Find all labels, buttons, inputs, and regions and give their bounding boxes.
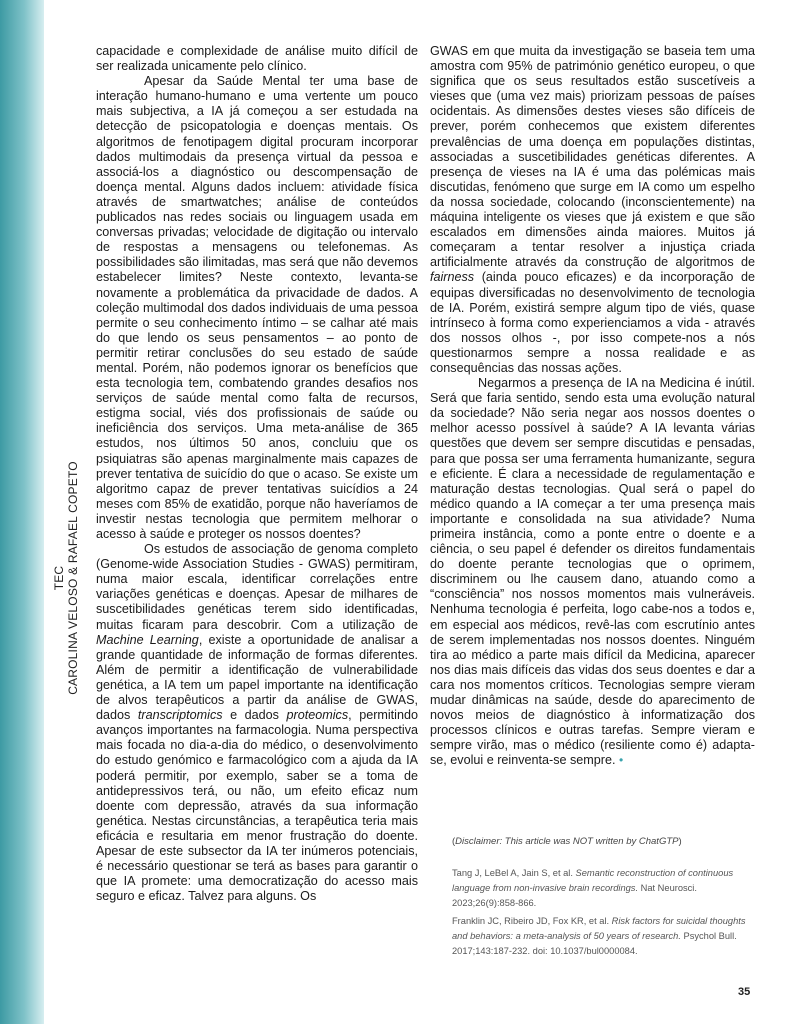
section-label: TEC bbox=[52, 565, 66, 591]
text-run: , permitindo avanços importantes na farmacologia. Numa perspectiva mais focada no dia-a-dia do médico, o desenvolvimento do estudo genómico e farmacológico com a ajuda da IA poderá permitir, por exemplo, saber se a toma de antidepressivos terá, ou não, um efeito eficaz num doente com depressão, através da sua informação genética. Nestas circunstâncias, a terapêutica teria mais eficácia e resultaria em menor frustração do doente. Apesar de este subsector da IA ter inúmeros potenciais, é necessário questionar se terá as bases para garantir o que IA promete: uma democratização do acesso mais seguro e eficaz. Talvez para alguns. Os bbox=[96, 708, 418, 904]
page-number: 35 bbox=[738, 986, 751, 998]
reference-title: Semantic reconstruction of continuous language from non-invasive brain recordings. bbox=[452, 868, 734, 893]
text-run: (ainda pouco eficazes) e da incorporação de equipas diversificadas no desenvolvimento de tecnologia de IA. Porém, existirá sempre algum tipo de viés, quase intrínseco à forma como experienciamos a vida - através dos nossos olhos -, por isso compete-nos a nós questionarmos sempre a nossa realidade e as consequências das nossas ações. bbox=[430, 270, 755, 375]
reference-authors: Tang J, LeBel A, Jain S, et al. bbox=[452, 868, 576, 878]
text-run: GWAS em que muita da investigação se baseia tem uma amostra com 95% de património genético europeu, o que significa que os seus resultados estão suscetíveis a vieses que (uma vez mais) priorizam pessoas de países ocidentais. As dimensões destes vieses são difíceis de prever, porém conhecemos que existem diferentes prevalências de uma doença em populações distintas, associadas a suscetibilidades genéticas diferentes. A presença de vieses na IA é uma das polémicas mais discutidas, fenómeno que surge em IA como um espelho da nossa sociedade, colocando (inconscientemente) na máquina inteligente os vieses que já existem e que são escalados em dimensões ainda maiores. Muitos já começaram a tentar resolver a injustiça criada artificialmente através da construção de algoritmos de bbox=[430, 44, 755, 270]
term-fairness: fairness bbox=[430, 270, 475, 285]
term-proteomics: proteomics bbox=[286, 708, 349, 723]
author-names: CAROLINA VELOSO & RAFAEL COPETO bbox=[66, 461, 80, 695]
reference-1 bbox=[452, 866, 755, 911]
vertical-running-header bbox=[52, 461, 80, 695]
text-run: , existe a oportunidade de analisar a grande quantidade de informação de formas diferentes. Além de permitir a identificação de vulnerabilidade genética, a IA tem um papel importante na identificação de alvos terapêuticos a partir da análise de GWAS, dados bbox=[96, 632, 418, 723]
left-paragraph-3 bbox=[96, 542, 418, 904]
disclaimer-open-paren: ( bbox=[452, 836, 456, 847]
reference-2 bbox=[452, 914, 755, 959]
right-column bbox=[430, 44, 755, 769]
left-column bbox=[96, 44, 418, 904]
reference-authors: Franklin JC, Ribeiro JD, Fox KR, et al. bbox=[452, 916, 612, 926]
left-paragraph-1: capacidade e complexidade de análise muito difícil de ser realizada unicamente pelo clínico. bbox=[96, 44, 418, 74]
left-paragraph-2: Apesar da Saúde Mental ter uma base de interação humano-humano e uma vertente um pouco mais subjectiva, a IA já começou a ser estudada na detecção de psicopatologia e doenças mentais. Os algoritmos de fenotipagem digital procuram incorporar dados multimodais da presença virtual da pessoa e associá-los a diagnóstico ou descompensação de doença mental. Alguns dados incluem: atividade física através de smartwatches; análise de conteúdos publicados nas redes sociais ou linguagem usada em conversas privadas; velocidade de digitação ou intervalo de respostas a mensagens ou telefonemas. As possibilidades são ilimitadas, mas será que não devemos estabelecer limites? Neste contexto, levanta-se novamente a problemática da privacidade de dados. A coleção multimodal dos dados individuais de uma pessoa permite o seu conhecimento íntimo – se calhar até mais do que lendo os seus pensamentos – ao ponto de permitir retirar conclusões do seu estado de saúde mental. Porém, não podemos ignorar os benefícios que esta tecnologia tem, combatendo grandes desafios nos serviços de saúde mental como falta de recursos, estigma social, viés dos profissionais de saúde ou ineficiência dos serviços. Uma meta-análise de 365 estudos, nos últimos 50 anos, concluiu que os psiquiatras são apenas marginalmente mais capazes de prever tentativa de suicídio do que o acaso. Se existe um algoritmo capaz de prever tentativas suicídios a 24 meses com 85% de exatidão, porque não haveríamos de investir nestas tecnologia que permitem melhorar o acesso à saúde e proteger os nossos doentes? bbox=[96, 74, 418, 541]
side-color-band bbox=[0, 0, 44, 1024]
reference-title: Risk factors for suicidal thoughts and behaviors: a meta-analysis of 50 years of research. bbox=[452, 916, 746, 941]
end-of-article-mark: • bbox=[619, 753, 624, 768]
disclaimer-text: Disclaimer: This article was NOT written by ChatGTP bbox=[455, 836, 679, 847]
text-run: e dados bbox=[222, 708, 287, 723]
text-run: Negarmos a presença de IA na Medicina é inútil. Será que faria sentido, sendo esta uma evolução natural da sociedade? Não seria negar aos nossos doentes o melhor acesso possível à saúde? A IA levanta várias questões que devem ser sempre discutidas e pensadas, para que possa ser uma ferramenta humanizante, segura e eficiente. É clara a necessidade de regulamentação e maturação destas tecnologias. Qual será o papel do médico quando a IA começar a ter uma presença mais importante e consolidada na sua atividade? Numa primeira instância, como a ponte entre o doente e a ciência, o seu papel é defender os direitos fundamentais do doente perante tecnologias que o oprimem, discriminem ou lhe causem dano, atuando como a “consciência” nos nossos momentos mais vulneráveis. Nenhuma tecnologia é perfeita, logo cabe-nos a todos e, em especial aos médicos, revê-las com escrutínio antes de serem implementadas nos nossos doentes. Ninguém tira ao médico a parte mais difícil da Medicina, aparecer nos dias mais difíceis das vidas dos seus doentes e dar a cara nos momentos críticos. Tecnologias sempre vieram mudar dinâmicas na saúde, desde do aparecimento de novos meios de diagnóstico à informatização dos processos clínicos e outras tarefas. Sempre vieram e sempre virão, mas o médico (resiliente como é) adapta-se, evolui e reinventa-se sempre. bbox=[430, 376, 755, 768]
disclaimer-close-paren: ) bbox=[678, 836, 682, 847]
text-run: Os estudos de associação de genoma completo (Genome-wide Association Studies - GWAS) permitiram, numa maior escala, identificar correlações entre variações genéticas e doenças. Apesar de milhares de suscetibilidades genéticas terem sido identificadas, muitas ficaram para descobrir. Com a utilização de bbox=[96, 542, 418, 632]
disclaimer bbox=[452, 836, 752, 847]
reference-source: Nat Neurosci. 2023;26(9):858-866. bbox=[452, 883, 697, 908]
term-machine-learning: Machine Learning bbox=[96, 632, 199, 647]
right-paragraph-1 bbox=[430, 44, 755, 376]
reference-source: Psychol Bull. 2017;143:187-232. doi: 10.1037/bul0000084. bbox=[452, 931, 737, 956]
term-transcriptomics: transcriptomics bbox=[137, 708, 223, 723]
right-paragraph-2 bbox=[430, 376, 755, 768]
